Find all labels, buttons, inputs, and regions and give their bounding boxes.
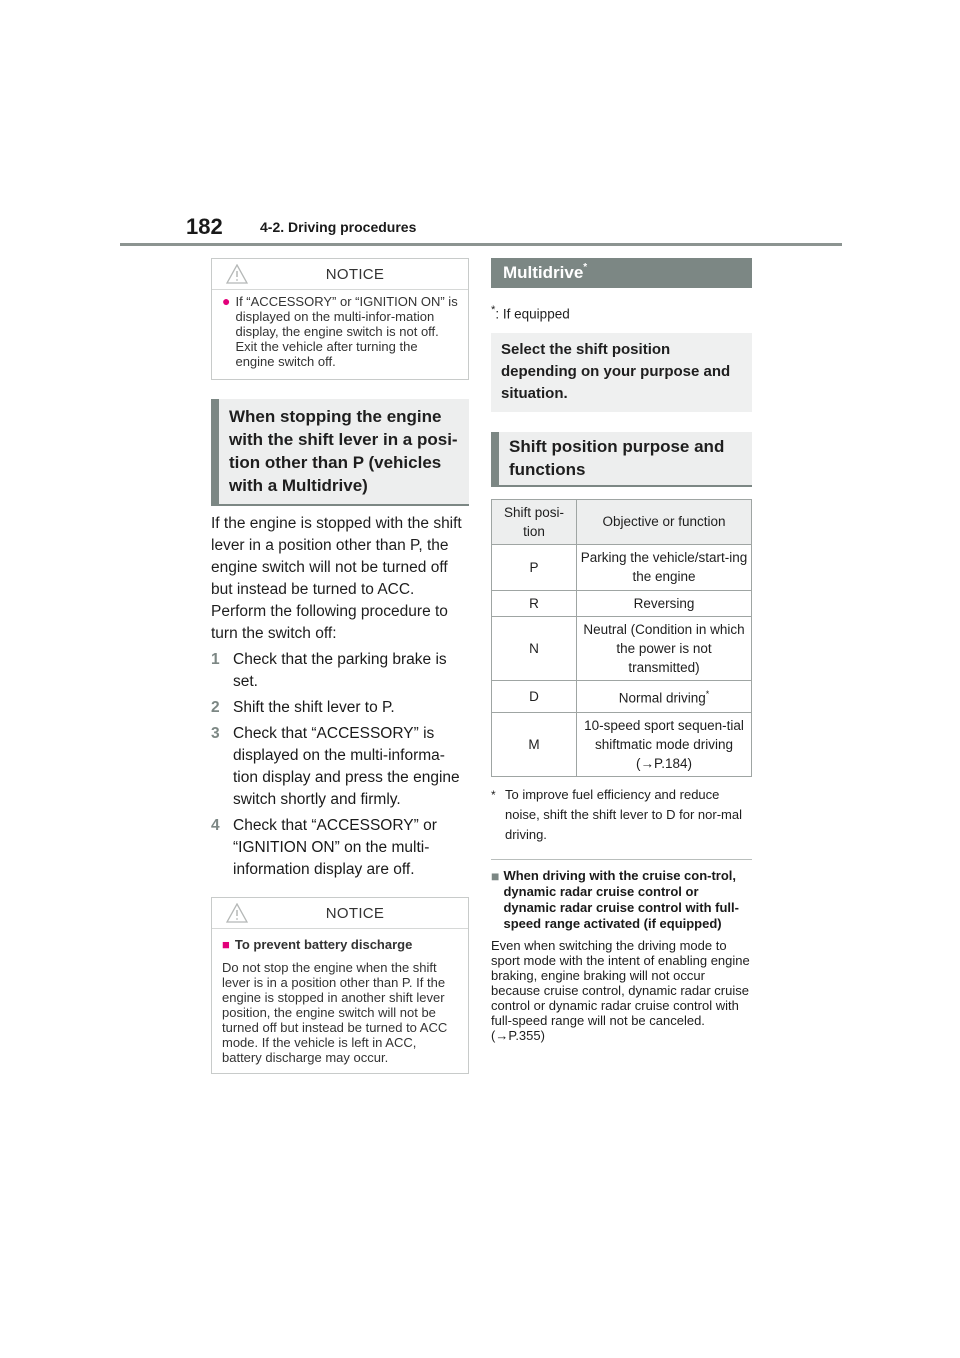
notice-body-text: Do not stop the engine when the shift lever is in a position other than P. If the engine is stopped in another shift lever position, the engine switch will not be turned off but instead be turned to ACC mode. If the vehicle is left in ACC, battery discharge may occur.: [222, 960, 448, 1065]
shift-position-cell: P: [492, 544, 577, 590]
headline-stopping-engine: When stopping the engine with the shift lever in a posi-tion other than P (vehicles with a Multidrive): [211, 399, 469, 506]
notice-header: [212, 259, 468, 290]
shift-position-cell: D: [492, 680, 577, 712]
bullet-circle-icon: ●: [222, 293, 231, 309]
square-bullet-icon: ■: [491, 867, 500, 884]
section-title: 4-2. Driving procedures: [260, 219, 417, 235]
section-divider: [491, 859, 752, 860]
notice-box-battery: [211, 897, 469, 1074]
step-text: Shift the shift lever to P.: [233, 699, 395, 716]
info-heading: [491, 868, 752, 932]
shift-position-cell: M: [492, 712, 577, 776]
function-cell: Neutral (Condition in which the power is not transmitted): [577, 616, 752, 680]
table-header-row: [492, 499, 752, 544]
notice-item-text: If “ACCESSORY” or “IGNITION ON” is displayed on the multi-infor-mation display, the engine switch is not off. Exit the vehicle after turning the engine switch off.: [235, 294, 458, 369]
headline-shift-position: Shift position purpose and functions: [491, 432, 752, 487]
callout-select-shift: Select the shift position depending on your purpose and situation.: [491, 333, 752, 412]
function-cell: Reversing: [577, 590, 752, 616]
shift-position-cell: N: [492, 616, 577, 680]
table-footnote-text: To improve fuel efficiency and reduce noise, shift the shift lever to D for nor-mal driving.: [505, 786, 742, 842]
notice-subtitle: [222, 937, 458, 952]
intro-paragraph: If the engine is stopped with the shift lever in a position other than P, the engine switch will not be turned off but instead be turned to ACC. Perform the following procedure to turn the switch off:: [211, 515, 462, 642]
table-row: [492, 680, 752, 712]
notice-label: NOTICE: [325, 265, 385, 283]
warning-triangle-icon: [226, 264, 248, 284]
column-header: Objective or function: [577, 499, 752, 544]
asterisk-mark: *: [583, 261, 588, 273]
asterisk-mark: *: [705, 688, 710, 699]
step-number: 4: [211, 817, 220, 834]
step-number: 3: [211, 725, 220, 742]
multidrive-title: Multidrive: [503, 263, 584, 282]
notice-body: [212, 929, 468, 1073]
notice-header: [212, 898, 468, 929]
info-body: Even when switching the driving mode to sport mode with the intent of enabling engine braking, engine braking will not occur because cruise control, dynamic radar cruise control or dynamic radar cruise control with full-speed range will not be canceled. (→P.355): [491, 937, 750, 1043]
step-number: 1: [211, 651, 220, 668]
right-column: [491, 258, 752, 1043]
function-cell: 10-speed sport sequen-tial shiftmatic mode driving (→P.184): [577, 712, 752, 776]
shift-position-cell: R: [492, 590, 577, 616]
step-item: [211, 723, 469, 811]
notice-box-engine-switch: [211, 258, 469, 380]
step-item: [211, 649, 469, 693]
notice-label: NOTICE: [325, 904, 385, 922]
step-text: Check that “ACCESSORY” is displayed on the multi-informa-tion display and press the engine switch shortly and firmly.: [233, 725, 460, 808]
step-number: 2: [211, 699, 220, 716]
step-item: [211, 815, 469, 881]
asterisk-mark: *: [491, 787, 496, 802]
function-cell: [577, 680, 752, 712]
table-row: [492, 616, 752, 680]
function-cell: Parking the vehicle/start-ing the engine: [577, 544, 752, 590]
table-footnote: [491, 785, 752, 845]
step-item: [211, 697, 469, 719]
shift-position-table: [491, 499, 752, 777]
procedure-steps: [211, 649, 469, 881]
asterisk-mark: *: [491, 304, 496, 316]
step-text: Check that “ACCESSORY” or “IGNITION ON” on the multi-information display are off.: [233, 817, 437, 878]
info-heading-text: When driving with the cruise con-trol, dynamic radar cruise control or dynamic radar cruise control with full-speed range activated (if equipped): [503, 867, 739, 931]
page-number: 182: [186, 214, 223, 239]
warning-triangle-icon: [226, 903, 248, 923]
table-row: [492, 590, 752, 616]
notice-body: [212, 290, 468, 377]
notice-subtitle-text: To prevent battery discharge: [234, 937, 413, 952]
multidrive-bar: [491, 258, 752, 288]
step-text: Check that the parking brake is set.: [233, 651, 447, 690]
square-bullet-icon: ■: [222, 937, 230, 952]
header-divider: [120, 243, 842, 246]
notice-item: [222, 294, 458, 369]
equipped-note: *: If equipped: [491, 304, 570, 322]
left-column: [211, 258, 469, 1074]
table-row: [492, 544, 752, 590]
column-header: Shift posi-tion: [492, 499, 577, 544]
table-row: [492, 712, 752, 776]
function-text: Normal driving: [618, 690, 706, 706]
equipped-note-text: If equipped: [502, 306, 570, 322]
